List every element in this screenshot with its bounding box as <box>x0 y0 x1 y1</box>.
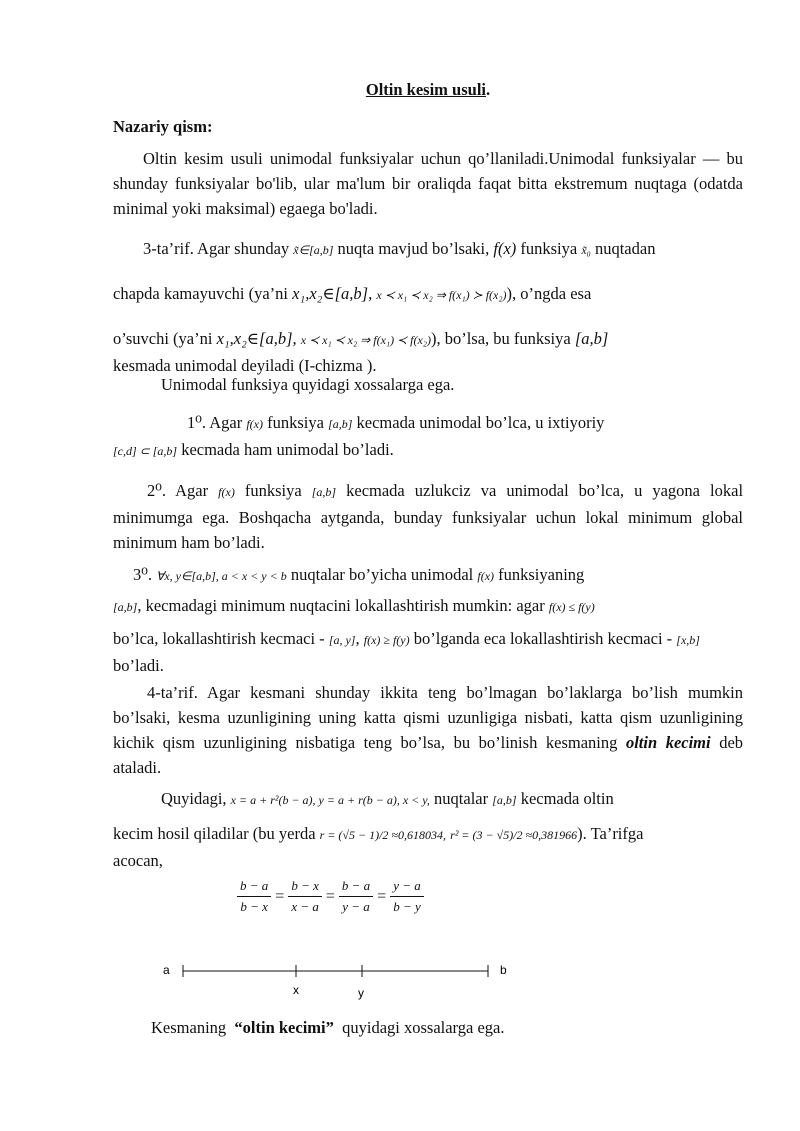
segment-label-b: b <box>500 963 507 977</box>
section-heading: Nazariy qism: <box>113 117 213 136</box>
segment-label-a: a <box>163 963 170 977</box>
property-3: 3⁰. ∀x, y∈[a,b], a < x < y < b nuqtalar bo’yicha unimodal f(x) funksiyaning [a,b], kecmadagi minimum nuqtacini lokallashtirish mumkin: agar f(x) ≤ f(y) bo’lca, lokallashtirish kecmaci - [a, y], f(x) ≥ f(y) bo’lganda eca lokallashtirish kecmaci - [x,b] bo’ladi. <box>113 565 700 675</box>
property-1: 1⁰. Agar f(x) funksiya [a,b] kecmada unimodal bo’lca, u ixtiyoriy [c,d] ⊂ [a,b] kecmada ham unimodal bo’ladi. <box>113 413 605 459</box>
props-intro: Unimodal funksiya quyidagi xossalarga ega. <box>161 375 455 394</box>
segment-label-y: y <box>358 986 364 1000</box>
property-2: 2⁰. Agar f(x) funksiya [a,b] kecmada uzlukciz va unimodal bo’lca, u yagona lokal minimumga ega. Boshqacha aytganda, bunday funksiyalar uchun lokal minimum global minimum ham bo’ladi. <box>113 481 744 552</box>
fraction-1: $\frac{b - a}{b - x}$ <box>237 876 271 917</box>
definition-3: 3-ta’rif. Agar shunday x̃∈[a,b] nuqta mavjud bo’lsaki, f(x) funksiya x̃₀ nuqtadan chapda kamayuvchi (ya’ni x₁,x₂∈[a,b], x ≺ x₁ ≺ x₂ ⇒ f(x₁) ≻ f(x₂)), o’ngda esa o’suvchi (ya’ni x₁,x₂∈[a,b], x ≺ x₁ ≺ x₂ ⇒ f(x₁) ≺ f(x₂)), bo’lsa, bu funksiya [a,b] kesmada unimodal deyiladi (I-chizma ). <box>113 239 656 375</box>
golden-points-paragraph: Quyidagi, x = a + r²(b − a), y = a + r(b − a), x < y, nuqtalar [a,b] kecmada oltin kecim hosil qiladilar (bu yerda r = (√5 − 1)/2 ≈0,618034, r² = (3 − √5)/2 ≈0,381966). Ta’rifga acocan, <box>113 789 644 870</box>
fraction-2: $\frac{b - x}{x - a}$ <box>288 876 322 917</box>
definition-4: 4-ta’rif. Agar kesmani shunday ikkita teng bo’lmagan bo’laklarga bo’lish mumkin bo’lsaki, kesma uzunligining uning katta qismi uzunligiga nisbati, katta qism uzunligining kichik qism uzunligining nisbatiga teng bo’lsa, bu bo’linish kesmaning oltin kecimi deb ataladi. <box>113 683 744 777</box>
page-title: Oltin kesim usuli. <box>365 80 491 99</box>
fraction-3: $\frac{b - a}{y - a}$ <box>339 876 373 917</box>
golden-ratio-equation: $\frac{b - a}{b - x}$ = $\frac{b - x}{x - a}$ = $\frac{b - a}{y - a}$ = $\frac{y - a}{b - y}$ <box>235 876 635 917</box>
fraction-4: $\frac{y - a}{b - y}$ <box>390 876 424 917</box>
final-paragraph: Kesmaning “oltin kecimi” quyidagi xossalarga ega. <box>151 1018 505 1037</box>
segment-diagram <box>163 960 563 1000</box>
intro-paragraph: Oltin kesim usuli unimodal funksiyalar uchun qo’llaniladi.Unimodal funksiyalar — bu shunday funksiyalar bo'lib, ular ma'lum bir oraliqda faqat bitta ekstremum nuqtaga (odatda minimal yoki maksimal) egaega bo'ladi. <box>113 149 743 218</box>
segment-label-x: x <box>293 983 299 997</box>
golden-section-term: oltin kecimi <box>625 733 711 752</box>
